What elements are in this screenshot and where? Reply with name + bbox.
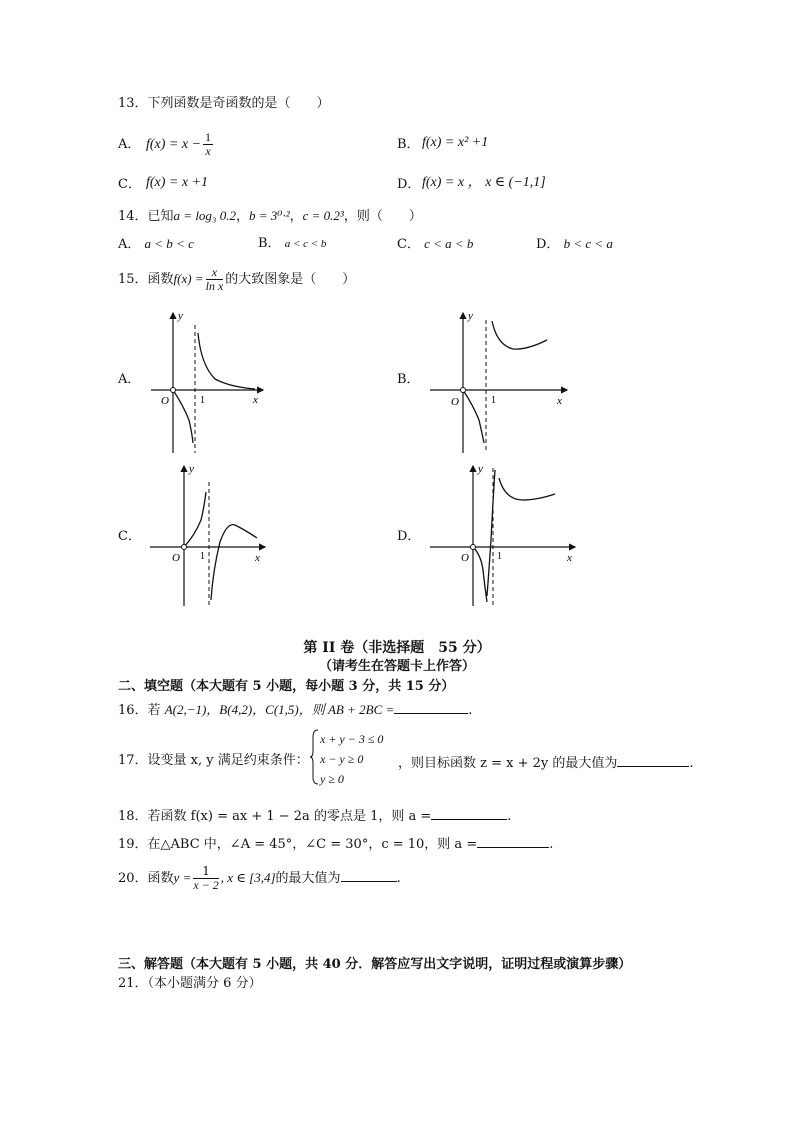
q15-graph-a [145, 305, 270, 455]
q15-graph-b-label: B． [397, 372, 420, 387]
curve-left-branch [463, 390, 484, 443]
origin-open-point [461, 388, 466, 393]
q13-option-c-label: C． [118, 177, 141, 192]
q13-option-d-expr: f(x) = x ， x ∈ (−1,1] [422, 175, 546, 190]
q19: 19．在△ABC 中，∠A = 45°，∠C = 30°，c = 10，则 a = . [118, 834, 553, 853]
q18-answer-blank [431, 806, 507, 820]
curve-middle-branch [487, 470, 495, 596]
curve-right-branch [492, 321, 547, 349]
q15-graph-d [425, 460, 585, 610]
q15-graph-d-label: D． [397, 529, 421, 544]
q15-graph-c [145, 460, 270, 610]
q13-option-a-label: A． [118, 137, 141, 152]
q17-answer-blank [617, 753, 689, 767]
axis-y-label: y [468, 310, 473, 322]
part2-title: 第 II 卷（非选择题 55 分） [303, 640, 491, 656]
q17-constraint-1: x + y − 3 ≤ 0 [320, 732, 384, 746]
origin-open-point [171, 388, 176, 393]
answer-section-heading: 三、解答题（本大题有 5 小题，共 40 分．解答应写出文字说明，证明过程或演算步骤） [118, 957, 632, 972]
q20-answer-blank [341, 868, 397, 882]
origin-label: O [461, 552, 469, 564]
q19-answer-blank [477, 834, 549, 848]
q17-constraint-2: x − y ≥ 0 [320, 752, 364, 766]
curve-left-branch [473, 547, 487, 602]
q14-stem: 14．已知a = log₃ 0.2，b = 3⁰·²，c = 0.2³，则（ ） [118, 208, 422, 224]
origin-open-point [471, 545, 476, 550]
q14-option-a: A． a < b < c [118, 236, 194, 252]
q15-stem: 15．函数f(x) = $\frac{x}{\text{ln x}}$ 的大致图象是（ ） [118, 265, 356, 293]
tick-label-1: 1 [491, 395, 496, 406]
origin-label: O [172, 552, 180, 564]
curve-right-branch [211, 525, 257, 600]
q17-suffix: ，则目标函数 z = x + 2y 的最大值为 . [398, 753, 694, 772]
q15-graph-c-label: C． [118, 529, 141, 544]
axis-x-label: x [253, 394, 258, 406]
q13-option-a-expr: f(x) = x − $\frac{1}{x}$ [146, 130, 212, 159]
q15-graph-a-label: A． [118, 372, 141, 387]
q13-option-d-label: D． [397, 177, 421, 192]
q13-option-b-expr: f(x) = x² +1 [422, 135, 489, 150]
axis-y-label: y [189, 463, 194, 475]
q14-option-d: D． b < c < a [536, 236, 613, 252]
curve-left-branch [184, 492, 206, 547]
axis-y-label: y [178, 310, 183, 322]
origin-open-point [182, 545, 187, 550]
origin-label: O [451, 396, 459, 408]
q13-option-b-label: B． [397, 137, 420, 152]
q21-heading: 21．（本小题满分 6 分） [118, 976, 262, 991]
q13-stem: 13．下列函数是奇函数的是（ ） [118, 96, 330, 111]
axis-x-label: x [255, 552, 260, 564]
q16: 16．若 A(2,−1)，B(4,2)，C(1,5)，则 AB + 2BC = . [118, 702, 473, 718]
axis-x-label: x [567, 552, 572, 564]
curve-left-branch [173, 390, 193, 443]
fill-in-section-heading: 二、填空题（本大题有 5 小题，每小题 3 分，共 15 分） [118, 679, 455, 694]
axis-y-label: y [478, 463, 483, 475]
tick-label-1: 1 [200, 395, 205, 406]
q17-brace [310, 729, 320, 785]
q18: 18．若函数 f(x) = ax + 1 − 2a 的零点是 1，则 a = . [118, 806, 511, 825]
origin-label: O [161, 395, 169, 407]
q14-option-b: B． a < c < b [258, 236, 327, 251]
tick-label-1: 1 [200, 551, 205, 562]
part2-subtitle: （请考生在答题卡上作答） [318, 659, 475, 674]
q16-answer-blank [394, 700, 468, 714]
curve-right-branch [499, 478, 555, 500]
q14-option-c: C． c < a < b [397, 236, 474, 252]
q15-graph-b [425, 305, 575, 455]
q17-constraint-3: y ≥ 0 [320, 772, 344, 786]
curve-right-branch [198, 333, 255, 389]
axis-x-label: x [557, 395, 562, 407]
tick-label-1: 1 [497, 551, 502, 562]
q17-prefix: 17．设变量 x, y 满足约束条件： [118, 753, 309, 768]
q20: 20．函数y = $\frac{1}{x - 2}$ , x ∈ [3,4]的最大值为 . [118, 864, 401, 892]
q13-option-c-expr: f(x) = x +1 [146, 175, 209, 190]
